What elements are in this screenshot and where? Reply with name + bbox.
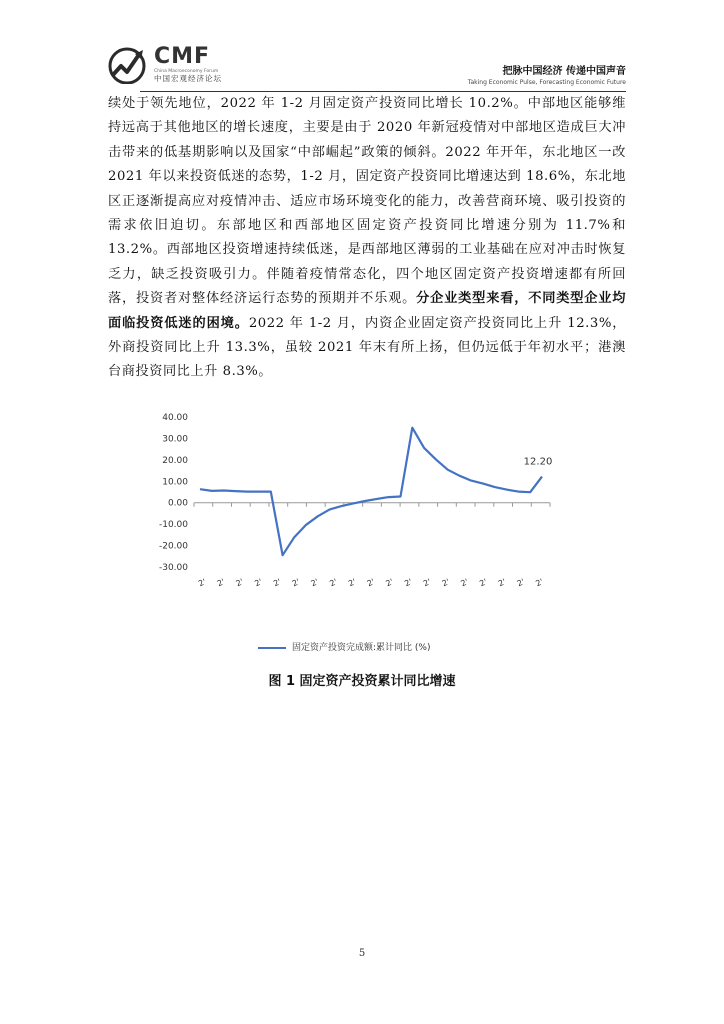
x-tick-label: 2'	[421, 577, 433, 589]
cmf-logo-icon	[108, 46, 148, 84]
y-tick-label: 10.00	[162, 477, 188, 488]
header-slogan-en: Taking Economic Pulse, Forecasting Economic Future	[467, 79, 626, 86]
x-tick-label: 2'	[328, 577, 339, 589]
x-tick-label: 2'	[234, 577, 245, 589]
x-tick-label: 2'	[272, 577, 283, 589]
x-tick-label: 2'	[515, 577, 527, 589]
x-tick-label: 2'	[290, 577, 302, 589]
x-tick-label: 2'	[496, 577, 508, 589]
page-number: 5	[358, 948, 366, 959]
x-tick-label: 2'	[384, 577, 395, 589]
y-tick-label: -10.00	[158, 520, 188, 531]
x-tick-label: 2'	[253, 577, 264, 589]
x-tick-label: 2'	[459, 577, 470, 589]
y-tick-label: 30.00	[162, 434, 188, 445]
x-tick-label: 2'	[365, 577, 377, 589]
x-tick-label: 2'	[534, 577, 545, 589]
x-tick-label: 2'	[440, 577, 452, 589]
logo-text: CMF	[154, 44, 211, 69]
line-chart	[150, 405, 570, 645]
logo-subtitle-en: China Macroeconomy Forum	[154, 69, 219, 74]
x-tick-label: 2'	[215, 577, 227, 589]
figure-caption: 图 1 固定资产投资累计同比增速	[268, 674, 456, 689]
paragraph-text: 续处于领先地位，2022 年 1-2 月固定资产投资同比增长 10.2%。中部地区能够维持远高于其他地区的增长速度，主要是由于 2020 年新冠疫情对中部地区造成巨大冲击带来的低基期影响以及国家“中部崛起”政策的倾斜。2022 年开年，东北地区一改 2021 年以来投资低迷的态势，1-2 月，固定资产投资同比增速达到 18.6%，东北地区正逐渐提高应对疫情冲击、适应市场环境变化的能力，改善营商环境、吸引投资的需求依旧迫切。东部地区和西部地区固定资产投资同比增速分别为 11.7%和 13.2%。西部地区投资增速持续低迷，是西部地区薄弱的工业基础在应对冲击时恢复乏力，缺乏投资吸引力。伴随着疫情常态化，四个地区固定资产投资增速都有所回落，投资者对整体经济运行态势的预期并不乐观。	[108, 96, 626, 307]
logo-subtitle-cn: 中国宏观经济论坛	[154, 74, 222, 83]
x-tick-label: 2'	[346, 577, 358, 589]
paragraph-text-continued: 2022 年 1-2 月，内资企业固定资产投资同比上升 12.3%，外商投资同比上升 13.3%，虽较 2021 年末有所上扬，但仍远低于年初水平；港澳台商投资同比上升 8.3%。	[108, 315, 626, 380]
chart-legend	[258, 640, 430, 653]
y-tick-label: 20.00	[162, 455, 188, 466]
page-header	[108, 44, 626, 90]
x-tick-label: 2'	[197, 577, 208, 589]
x-tick-label: 2'	[403, 577, 414, 589]
legend-label: 固定资产投资完成额:累计同比 (%)	[292, 643, 431, 653]
y-tick-label: -20.00	[158, 541, 188, 552]
x-tick-label: 2'	[478, 577, 489, 589]
y-tick-label: -30.00	[158, 563, 188, 573]
series-line	[200, 428, 542, 556]
legend-swatch	[258, 647, 286, 649]
paragraph-bold-text: 分企业类型来看，不同类型企业均面临投资低迷的困境。	[108, 291, 626, 331]
y-tick-label: 0.00	[167, 498, 188, 509]
y-tick-label: 40.00	[162, 413, 188, 423]
body-paragraph	[108, 92, 626, 385]
data-label: 12.20	[523, 456, 553, 468]
header-slogan-cn: 把脉中国经济 传递中国声音	[502, 66, 626, 77]
chart-canvas	[150, 405, 570, 645]
x-tick-label: 2'	[309, 577, 320, 589]
